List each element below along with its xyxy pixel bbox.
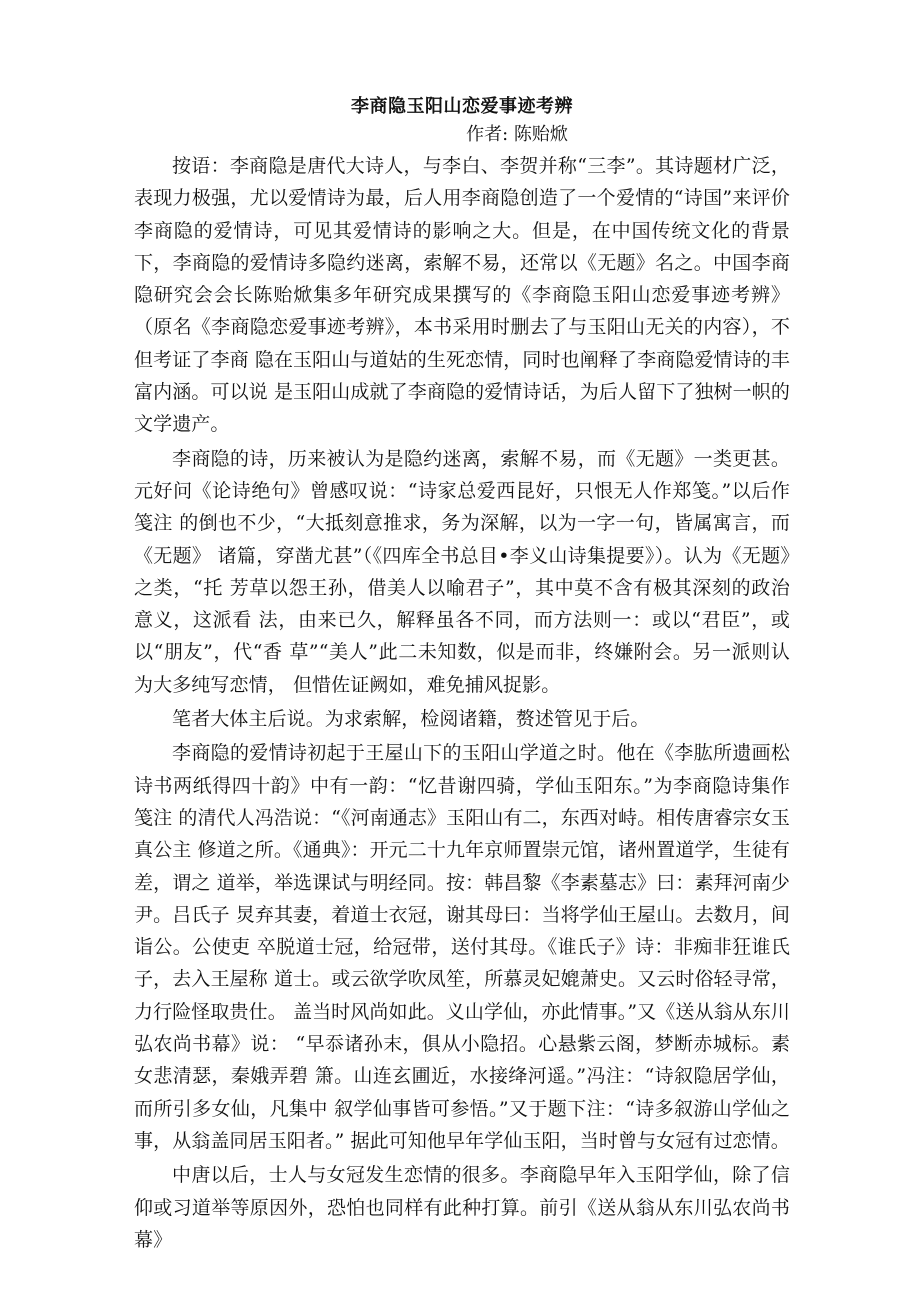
paragraph-body-3: 李商隐的爱情诗初起于王屋山下的玉阳山学道之时。他在《李肱所遗画松诗书两纸得四十韵》中有一韵：“忆昔谢四骑，学仙玉阳东。”为李商隐诗集作笺注 的清代人冯浩说：“《河南通志》玉阳山有二，东西对峙。相传唐睿宗女玉真公主 修道之所。《通典》：开元二十九年京师置崇元馆，诸州置道学，生徒有差，谓之 道举，举选课试与明经同。按：韩昌黎《李素墓志》曰：素拜河南少尹。吕氏子 炅弃其妻，着道士衣冠，谢其母曰：当将学仙王屋山。去数月，间诣公。公使吏 卒脱道士冠，给冠带，送付其母。《谁氏子》诗：非痴非狂谁氏子，去入王屋称 道士。或云欲学吹凤笙，所慕灵妃媲萧史。又云时俗轻寻常，力行险怪取贵仕。 盖当时风尚如此。义山学仙，亦此情事。”又《送从翁从东川弘农尚书幕》说： “早忝诸孙末，俱从小隐招。心悬紫云阁，梦断赤城标。素女悲清瑟，秦娥弄碧 箫。山连玄圃近，水接绛河遥。”冯注：“诗叙隐居学仙，而所引多女仙，凡集中 叙学仙事皆可参悟。”又于题下注：“诗多叙游山学仙之事，从翁盖同居玉阳者。” 据此可知他早年学仙玉阳，当时曾与女冠有过恋情。 <box>134 742 790 1152</box>
document-author: 作者: 陈贻焮 <box>466 124 568 145</box>
paragraph-body-4: 中唐以后，士人与女冠发生恋情的很多。李商隐早年入玉阳学仙，除了信仰或习道举等原因外，恐怕也同样有此种打算。前引《送从翁从东川弘农尚书幕》 <box>134 1164 790 1251</box>
paragraph-body-2: 笔者大体主后说。为求索解，检阅诸籍，赘述管见于后。 <box>172 708 650 731</box>
document-title: 李商隐玉阳山恋爱事迹考辨 <box>351 96 573 117</box>
paragraph-body-1: 李商隐的诗，历来被认为是隐约迷离，索解不易，而《无题》一类更甚。元好问《论诗绝句》曾感叹说：“诗家总爱西昆好，只恨无人作郑笺。”以后作笺注 的倒也不少，“大抵刻意推求，务为深解，以为一字一句，皆属寓言，而《无题》 诸篇，穿凿尤甚”（《四库全书总目•李义山诗集提要》）。认为《无题》之类，“托 芳草以怨王孙，借美人以喻君子”，其中莫不含有极其深刻的政治意义，这派看 法，由来已久，解释虽各不同，而方法则一：或以“君臣”，或以“朋友”，代“香 草”“美人”此二未知数，似是而非，终嫌附会。另一派则认为大多纯写恋情， 但惜佐证阙如，难免捕风捉影。 <box>134 447 790 696</box>
paragraph-preface: 按语：李商隐是唐代大诗人，与李白、李贺并称“三李”。其诗题材广泛，表现力极强，尤以爱情诗为最，后人用李商隐创造了一个爱情的“诗国”来评价李商隐的爱情诗，可见其爱情诗的影响之大。但是，在中国传统文化的背景下，李商隐的爱情诗多隐约迷离，索解不易，还常以《无题》名之。中国李商隐研究会会长陈贻焮集多年研究成果撰写的《李商隐玉阳山恋爱事迹考辨》（原名《李商隐恋爱事迹考辨》，本书采用时删去了与玉阳山无关的内容），不但考证了李商 隐在玉阳山与道姑的生死恋情，同时也阐释了李商隐爱情诗的丰富内涵。可以说 是玉阳山成就了李商隐的爱情诗话，为后人留下了独树一帜的文学遗产。 <box>134 155 790 436</box>
